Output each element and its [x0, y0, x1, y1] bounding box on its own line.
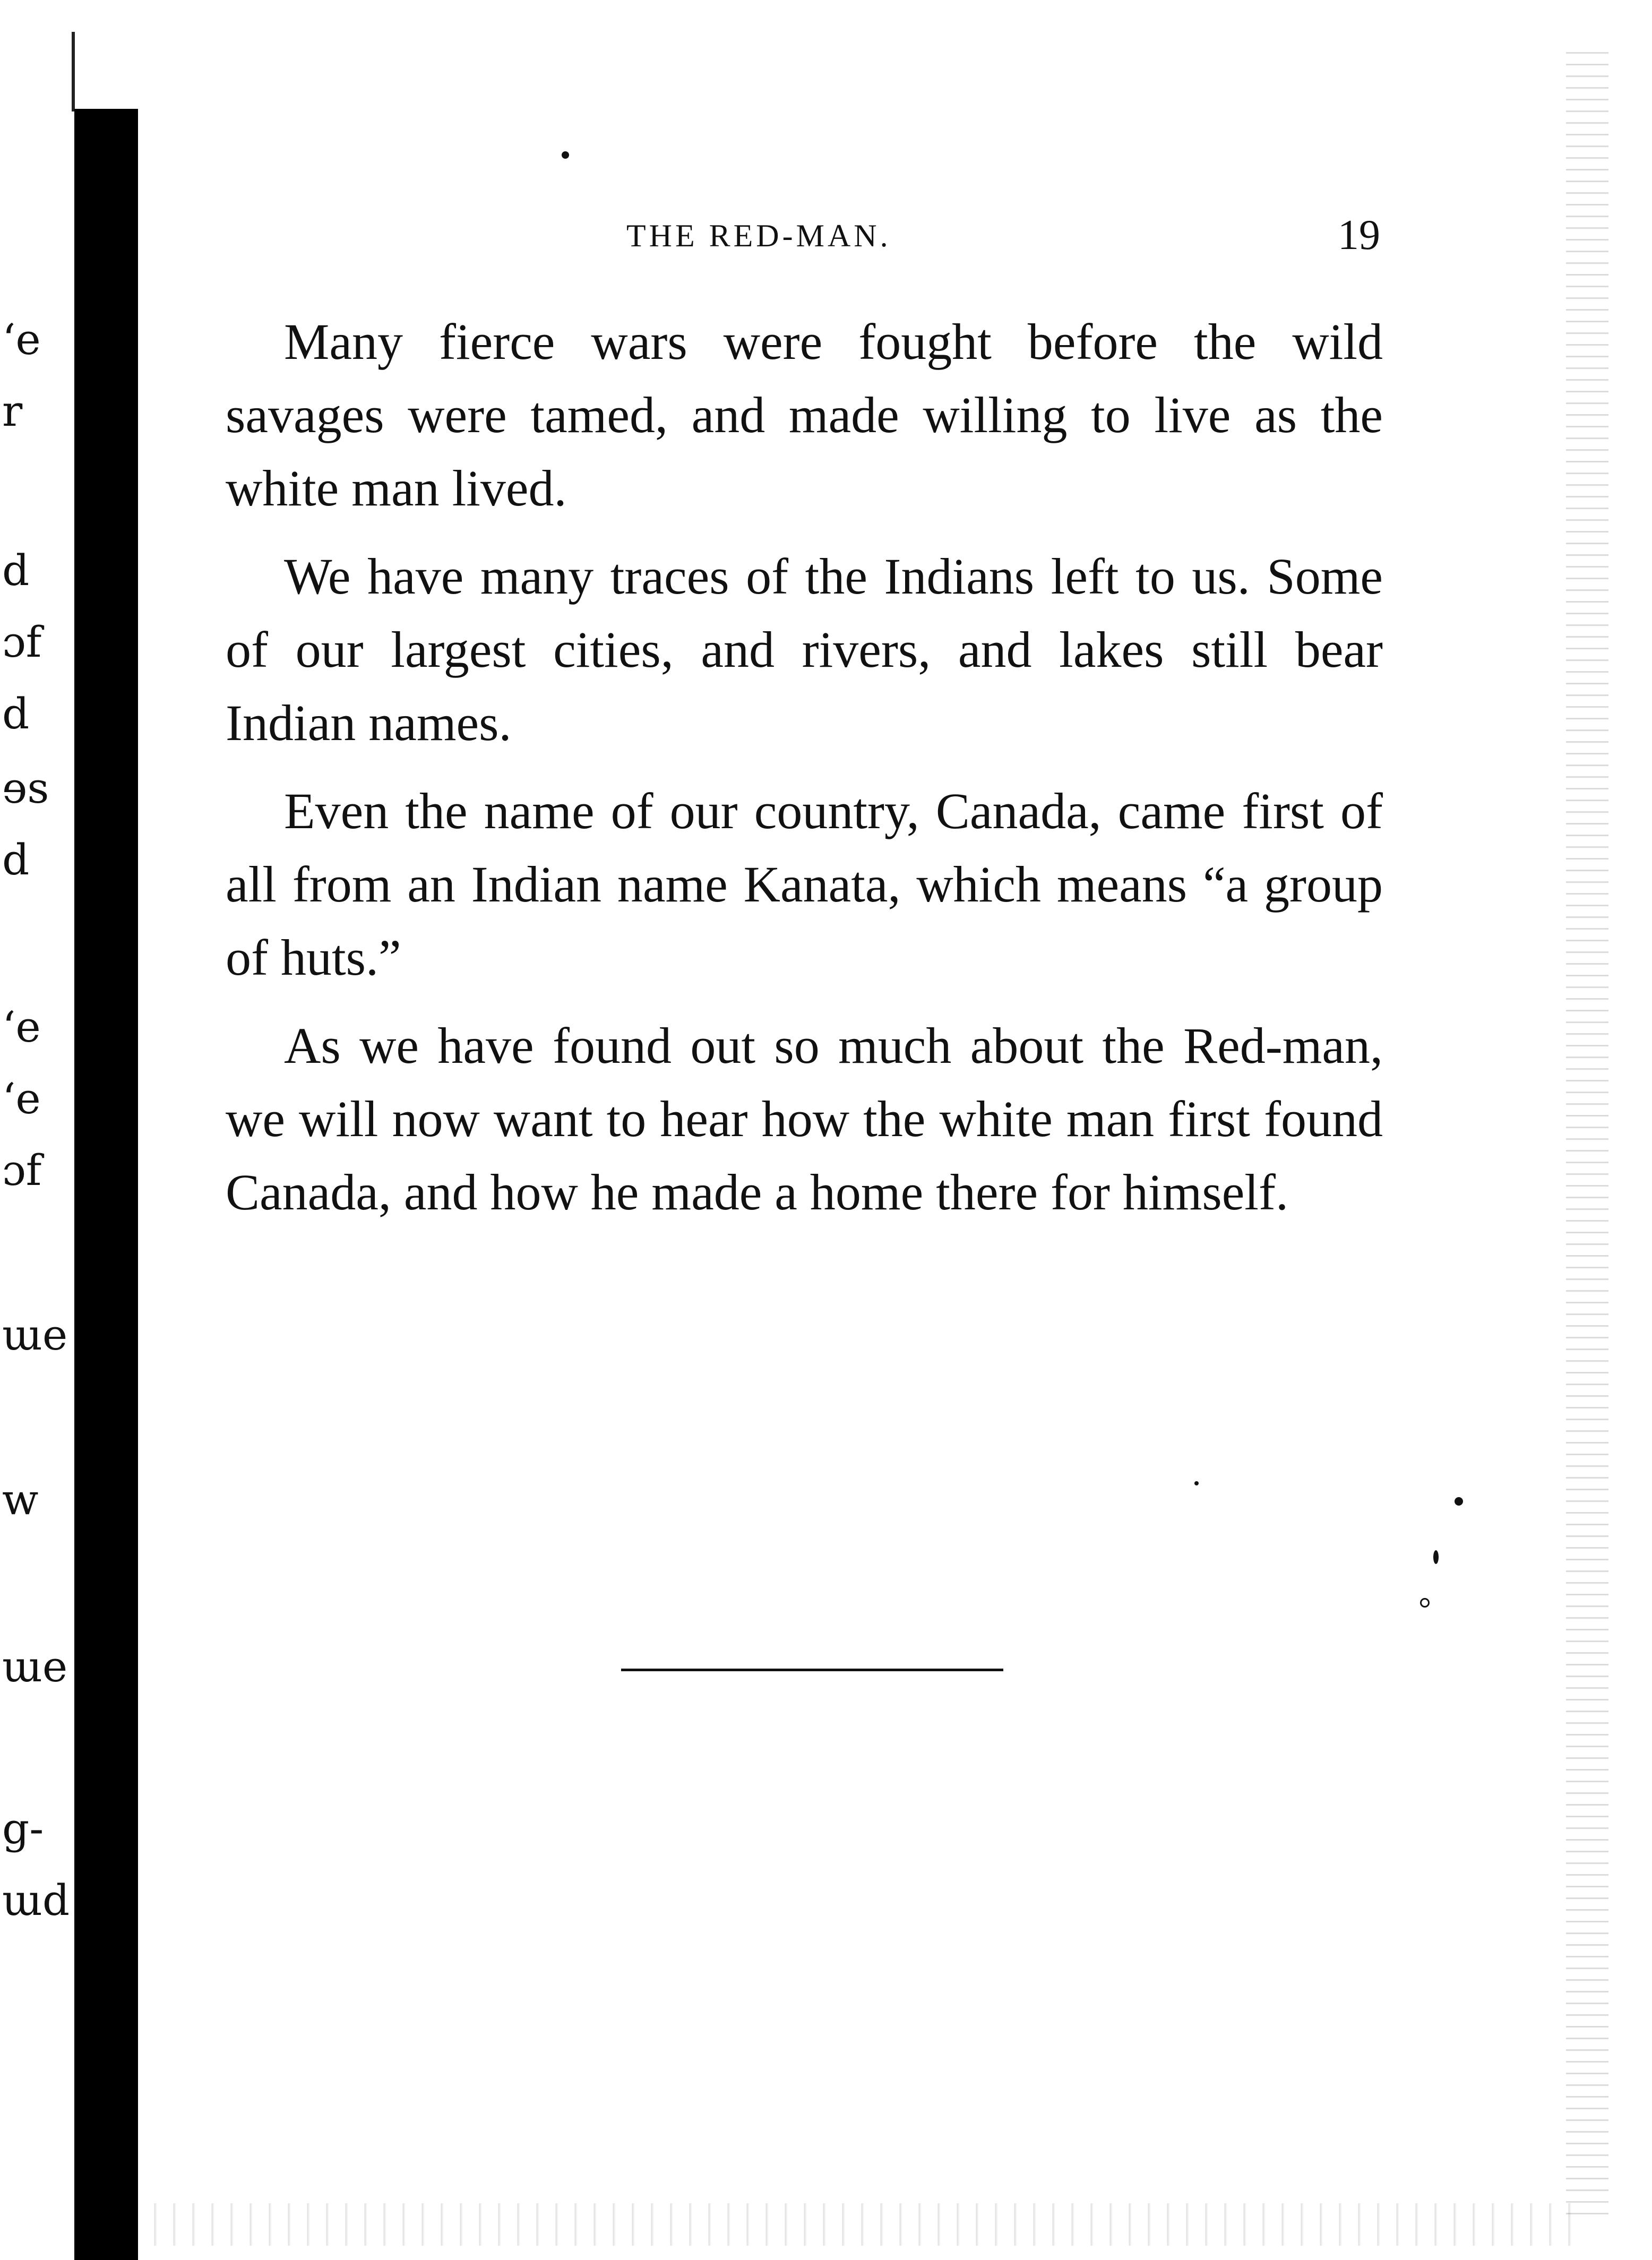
- page-number: 19: [1338, 212, 1380, 259]
- paragraph: We have many traces of the Indians left to us. Some of our largest cities, and rivers, and lakes still bear Indian names.: [226, 548, 1383, 751]
- fragment-text: ɔf: [2, 617, 42, 667]
- ink-speck: [1455, 1497, 1463, 1506]
- fragment-text: d: [2, 835, 30, 884]
- running-head: THE RED-MAN.: [626, 218, 891, 253]
- fragment-text: ɯe: [2, 1642, 68, 1691]
- ink-speck: [1433, 1550, 1439, 1564]
- facing-page-bleed: [0, 0, 72, 2260]
- ink-dot: [562, 151, 569, 159]
- body-text: [226, 305, 1383, 1244]
- fragment-text: g-: [2, 1804, 44, 1853]
- fragment-text: w: [2, 1475, 39, 1524]
- gutter-edge-line: [72, 32, 75, 111]
- ink-speck: [1194, 1481, 1199, 1485]
- section-rule: [621, 1669, 1003, 1671]
- binding-gutter: [74, 109, 138, 2260]
- fragment-text: ʻe: [2, 1002, 41, 1052]
- fragment-text: ɘs: [2, 763, 49, 813]
- paragraph: As we have found out so much about the Red-man, we will now want to hear how the white man first found Canada, and how he made a home there for himself.: [226, 1017, 1383, 1221]
- page-edge-noise: [1566, 42, 1608, 2219]
- fragment-text: ɯe: [2, 1310, 68, 1360]
- fragment-text: d: [2, 546, 30, 595]
- fragment-text: ʻe: [2, 315, 41, 364]
- fragment-text: ʻe: [2, 1074, 41, 1123]
- fragment-text: r: [2, 386, 23, 436]
- fragment-text: ɔf: [2, 1146, 42, 1195]
- paragraph: Many fierce wars were fought before the wild savages were tamed, and made willing to live as the white man lived.: [226, 313, 1383, 517]
- fragment-text: ɯd: [2, 1876, 70, 1925]
- fragment-text: d: [2, 689, 30, 738]
- paragraph: Even the name of our country, Canada, came first of all from an Indian name Kanata, which means “a group of huts.”: [226, 783, 1383, 986]
- ink-speck: [1420, 1598, 1430, 1608]
- bottom-edge-noise: [138, 2203, 1571, 2246]
